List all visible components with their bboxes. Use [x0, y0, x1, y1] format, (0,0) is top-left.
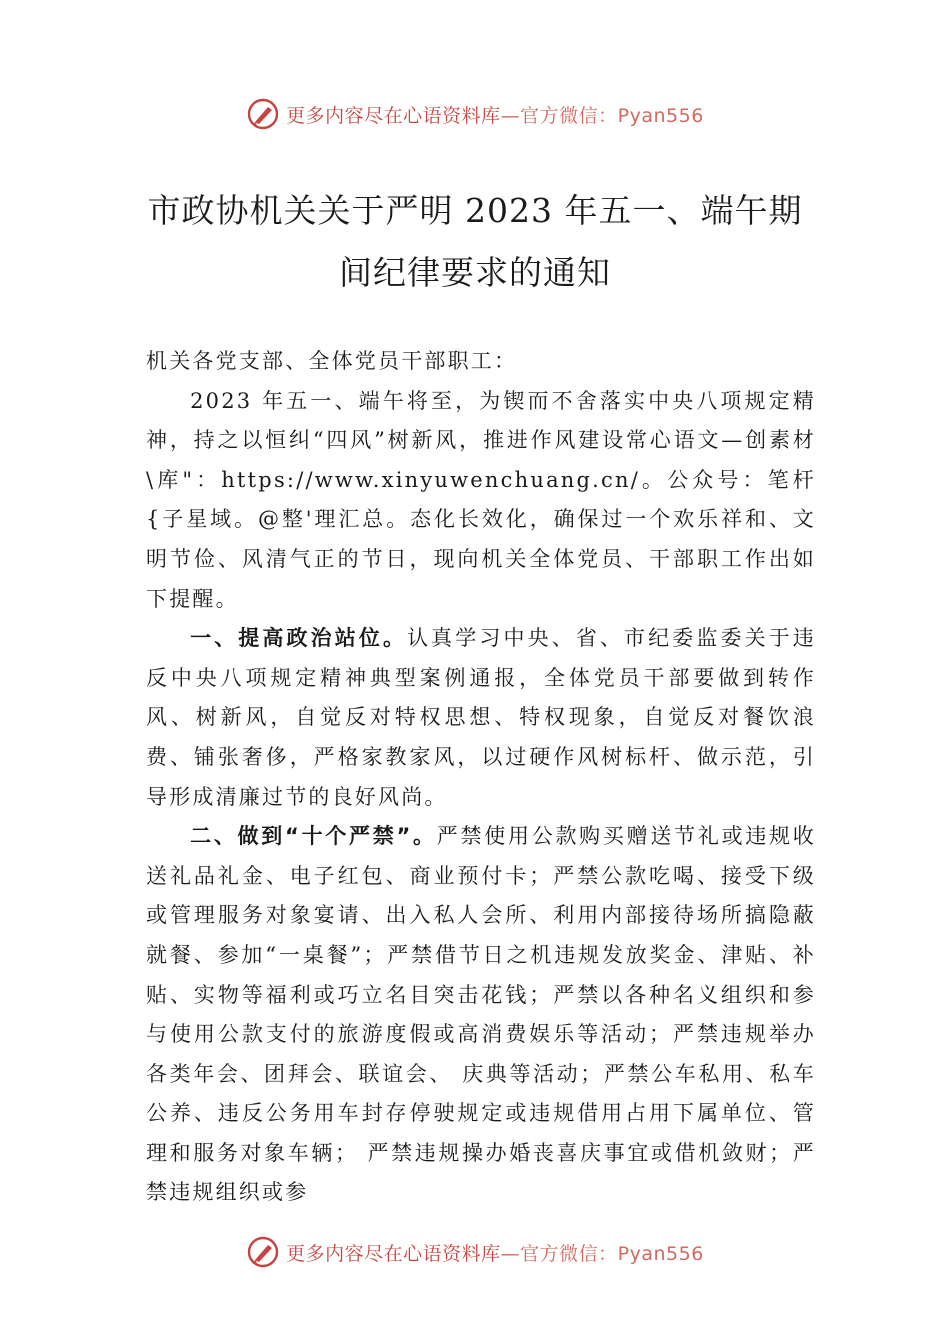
- watermark-brand: 更多内容尽在心语资料库: [286, 104, 501, 127]
- section-2-paragraph: [146, 817, 816, 1213]
- section-1-paragraph: [146, 619, 816, 817]
- section-1-heading: 一、提高政治站位。: [190, 626, 408, 651]
- watermark-text: [286, 101, 704, 128]
- watermark-text: [286, 1239, 704, 1266]
- title-line-1: 市政协机关关于严明 2023 年五一、端午期: [147, 191, 803, 230]
- watermark-wechat: —官方微信：Pyan556: [500, 104, 704, 127]
- salutation: 机关各党支部、全体党员干部职工：: [146, 349, 518, 373]
- document-body: [146, 342, 816, 1213]
- watermark-header: [0, 94, 950, 134]
- section-2-heading: 二、做到“十个严禁”。: [190, 824, 437, 849]
- section-2-body: 严禁使用公款购买赠送节礼或违规收送礼品礼金、电子红包、商业预付卡；严禁公款吃喝、接受下级或管理服务对象宴请、出入私人会所、利用内部接待场所搞隐蔽就餐、参加“一桌餐”；严禁借节日之机违规发放奖金、津贴、补贴、实物等福利或巧立名目突击花钱；严禁以各种名义组织和参与使用公款支付的旅游度假或高消费娱乐等活动；严禁违规举办各类年会、团拜会、联谊会、 庆典等活动；严禁公车私用、私车公养、违反公务用车封存停驶规定或违规借用占用下属单位、管理和服务对象车辆； 严禁违规操办婚丧喜庆事宜或借机敛财；严禁违规组织或参: [146, 824, 816, 1205]
- watermark-wechat: —官方微信：Pyan556: [500, 1242, 704, 1265]
- watermark-brand: 更多内容尽在心语资料库: [286, 1242, 501, 1265]
- title-line-2: 间纪律要求的通知: [339, 253, 611, 292]
- intro-paragraph: 2023 年五一、端午将至，为锲而不舍落实中央八项规定精神，持之以恒纠“四风”树新风，推进作风建设常心语文—创素材\库"：https://www.xinyuwenchuang.cn/。公众号：笔杆{子星域。@整'理汇总。态化长效化，确保过一个欢乐祥和、文明节俭、风清气正的节日，现向机关全体党员、干部职工作出如下提醒。: [146, 388, 816, 611]
- section-1-body: 认真学习中央、省、市纪委监委关于违反中央八项规定精神典型案例通报，全体党员干部要做到转作风、树新风，自觉反对特权思想、特权现象，自觉反对餐饮浪费、铺张奢侈，严格家教家风，以过硬作风树标杆、做示范，引导形成清廉过节的良好风尚。: [146, 626, 816, 809]
- pen-logo-icon: [246, 97, 280, 131]
- watermark-footer: [0, 1232, 950, 1272]
- pen-logo-icon: [246, 1235, 280, 1269]
- document-title: [120, 180, 830, 304]
